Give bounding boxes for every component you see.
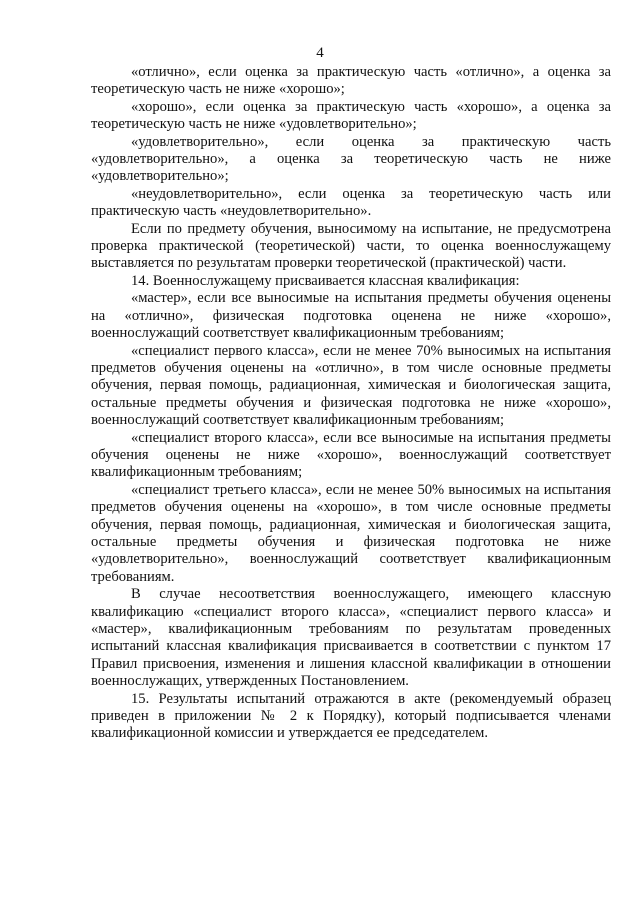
page-number: 4 [316,45,324,61]
paragraph-item-15: 15. Результаты испытаний отражаются в акте (рекомендуемый образец приведен в приложении № 2 к Порядку), который подписывается членами квалификационной комиссии и утверждается ее председателем. [91,690,611,742]
paragraph-grade-good: «хорошо», если оценка за практическую часть «хорошо», а оценка за теоретическую часть не ниже «удовлетворительно»; [91,98,611,133]
paragraph-third-class: «специалист третьего класса», если не менее 50% выносимых на испытания предметов обучения оценены на «хорошо», в том числе основные предметы обучения, первая помощь, радиационная, химическая и биологическая защита, остальные предметы обучения и физическая подготовка не ниже «удовлетворительно», военнослужащий соответствует квалификационным требованиям. [91,481,611,585]
paragraph-first-class: «специалист первого класса», если не менее 70% выносимых на испытания предметов обучения оценены на «отлично», в том числе основные предметы обучения, первая помощь, радиационная, химическая и биологическая защита, остальные предметы обучения и физическая подготовка не ниже «хорошо», военнослужащий соответствует квалификационным требованиям; [91,342,611,429]
paragraph-grade-satisfactory: «удовлетворительно», если оценка за практическую часть «удовлетворительно», а оценка за теоретическую часть не ниже «удовлетворительно»; [91,133,611,185]
paragraph-second-class: «специалист второго класса», если все выносимые на испытания предметы обучения оценены не ниже «хорошо», военнослужащий соответствует квалификационным требованиям; [91,429,611,481]
paragraph-nonconformity: В случае несоответствия военнослужащего, имеющего классную квалификацию «специалист второго класса», «специалист первого класса» и «мастер», квалификационным требованиям по результатам проведенных испытаний классная квалификация присваивается в соответствии с пунктом 17 Правил присвоения, изменения и лишения классной квалификации в отношении военнослужащих, утвержденных Постановлением. [91,586,611,690]
paragraph-no-practical-check: Если по предмету обучения, выносимому на испытание, не предусмотрена проверка практической (теоретической) части, то оценка военнослужащему выставляется по результатам проверки теоретической (практической) части. [91,220,611,272]
paragraph-grade-unsatisfactory: «неудовлетворительно», если оценка за теоретическую часть или практическую часть «неудовлетворительно». [91,185,611,220]
paragraph-grade-excellent: «отлично», если оценка за практическую часть «отлично», а оценка за теоретическую часть не ниже «хорошо»; [91,64,611,98]
document-body [91,64,611,743]
paragraph-item-14: 14. Военнослужащему присваивается классная квалификация: [131,272,520,289]
paragraph-master: «мастер», если все выносимые на испытания предметы обучения оценены на «отлично», физическая подготовка оценена не ниже «хорошо», военнослужащий соответствует квалификационным требованиям; [91,290,611,342]
